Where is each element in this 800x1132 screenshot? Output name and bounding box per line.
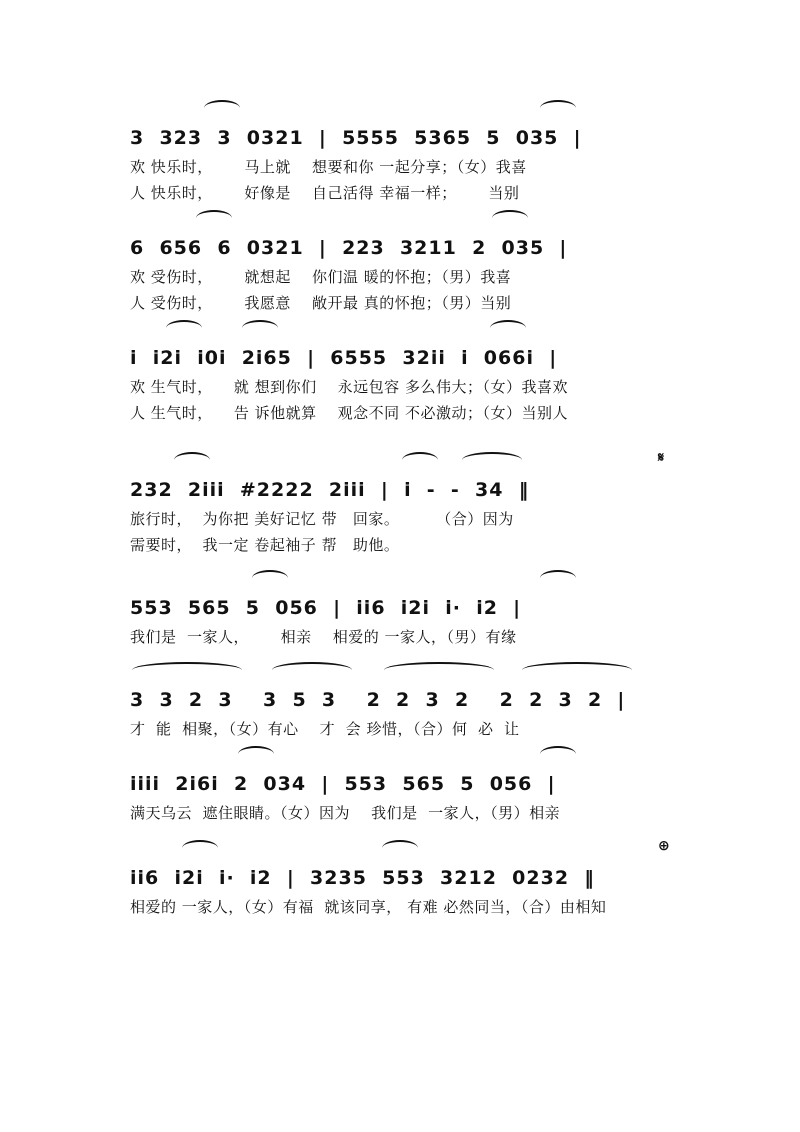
- tie-arc: [490, 320, 526, 336]
- score-system-2: [122, 228, 670, 338]
- lyric-line: 旅行时， 为你把 美好记忆 带 回家。 （合）因为: [130, 510, 514, 528]
- tie-arc: [540, 746, 576, 762]
- lyric-line: 相爱的 一家人，（女）有福 就该同享， 有难 必然同当，（合）由相知: [130, 898, 607, 916]
- lyric-line: 才 能 相聚，（女）有心 才 会 珍惜，（合）何 必 让: [130, 720, 520, 738]
- slur-arc: [132, 662, 242, 678]
- segno-symbol: 𝄋: [658, 450, 665, 466]
- tie-arc: [204, 100, 240, 116]
- notation-line: iiii 2i6i 2 034 | 553 565 5 056 |: [130, 773, 556, 795]
- tie-arc: [540, 100, 576, 116]
- score-system-4: [122, 450, 670, 580]
- tie-arc: [252, 570, 288, 586]
- tie-arc: [382, 840, 418, 856]
- score-system-3: [122, 338, 670, 448]
- tie-arc: [402, 452, 438, 468]
- notation-line: i i2i i0i 2i65 | 6555 32ii i 066i |: [130, 347, 558, 369]
- coda-symbol: ⊕: [658, 838, 670, 854]
- tie-arc: [182, 840, 218, 856]
- notation-line: ii6 i2i i· i2 | 3235 553 3212 0232 ‖: [130, 867, 595, 889]
- tie-arc: [540, 570, 576, 586]
- lyric-line: 满天乌云 遮住眼睛。（女）因为 我们是 一家人，（男）相亲: [130, 804, 561, 822]
- lyric-line: 我们是 一家人， 相亲 相爱的 一家人，（男）有缘: [130, 628, 517, 646]
- slur-arc: [522, 662, 632, 678]
- tie-arc: [492, 210, 528, 226]
- notation-line: 3 323 3 0321 | 5555 5365 5 035 |: [130, 127, 582, 149]
- lyric-line: 欢 受伤时， 就想起 你们温 暖的怀抱；（男）我喜: [130, 268, 512, 286]
- score-system-8: [122, 838, 670, 968]
- lyric-line: 欢 生气时， 就 想到你们 永远包容 多么伟大；（女）我喜欢: [130, 378, 568, 396]
- lyric-line: 人 快乐时， 好像是 自己活得 幸福一样； 当别: [130, 184, 520, 202]
- lyric-line: 人 受伤时， 我愿意 敞开最 真的怀抱；（男）当别: [130, 294, 512, 312]
- notation-line: 232 2iii #2222 2iii | i - - 34 ‖: [130, 479, 530, 501]
- lyric-line: 人 生气时， 告 诉他就算 观念不同 不必激动；（女）当别人: [130, 404, 568, 422]
- lyric-line: 需要时， 我一定 卷起袖子 帮 助他。: [130, 536, 400, 554]
- lyric-line: 欢 快乐时， 马上就 想要和你 一起分享；（女）我喜: [130, 158, 527, 176]
- slur-arc: [384, 662, 494, 678]
- slur-arc: [272, 662, 352, 678]
- notation-line: 553 565 5 056 | ii6 i2i i· i2 |: [130, 597, 522, 619]
- tie-arc: [166, 320, 202, 336]
- tie-arc: [196, 210, 232, 226]
- notation-line: 3 3 2 3 3 5 3 2 2 3 2 2 2 3 2 |: [130, 689, 626, 711]
- tie-arc: [174, 452, 210, 468]
- tie-arc: [238, 746, 274, 762]
- tie-arc: [242, 320, 278, 336]
- notation-line: 6 656 6 0321 | 223 3211 2 035 |: [130, 237, 568, 259]
- slur-arc: [462, 452, 522, 468]
